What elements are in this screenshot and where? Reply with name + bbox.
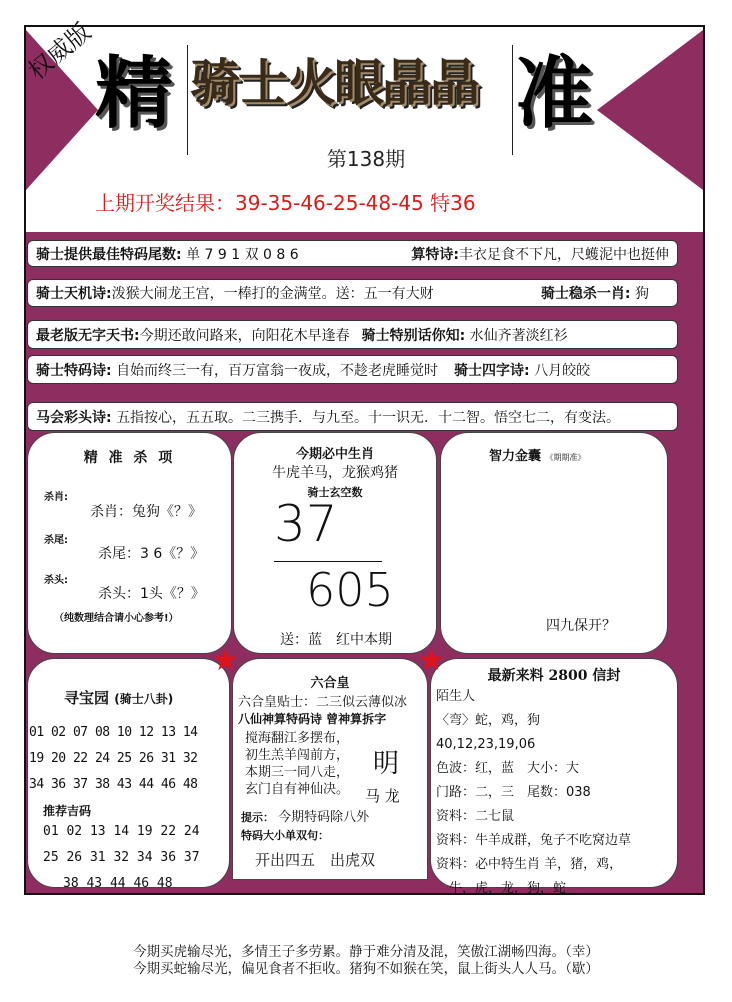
number-row: 19 20 22 24 25 26 31 32: [29, 751, 198, 766]
row-label: 最老版无字天书:: [36, 327, 140, 344]
footer-line: 今期买虎输尽光，多情王子多劳累。静于难分清及混，笑傲江湖畅四海。（幸）: [133, 944, 599, 960]
split-char: 明: [373, 749, 400, 779]
panel-title: 最新来料 2800 信封: [487, 668, 621, 684]
split-char-result: 马 龙: [365, 787, 400, 805]
latest-lines: [436, 685, 677, 901]
latest-line: 40,12,23,19,06: [436, 737, 536, 752]
poem-line: 搅海翻江多摆布，: [245, 731, 350, 746]
panel-title: [64, 687, 229, 708]
recommended-list: [43, 819, 229, 897]
row-value: 丰衣足食不下凡，尺蠖泥中也挺伸: [459, 246, 669, 263]
row-right: [362, 325, 568, 345]
treasure-title: 寻宝园: [64, 689, 110, 707]
issue-number: 第138期: [326, 147, 406, 171]
size-value: 开出四五 出虎双: [255, 851, 376, 869]
kill-label: 杀尾:: [44, 535, 68, 546]
panel-title: [489, 445, 667, 464]
row-left: [36, 325, 350, 345]
row-label: 骑士稳杀一肖:: [540, 286, 631, 302]
poem-line: 玄门自有神仙决。: [245, 782, 350, 797]
poem-title: 八仙神算特码诗 曾神算拆字: [238, 712, 387, 726]
number-row: 38 43 44 46 48: [63, 876, 173, 891]
row-right: [411, 244, 669, 264]
cross-line: [274, 561, 382, 562]
footer-line: 今期买蛇输尽光，偏见食者不拒收。猪狗不如猴在笑，鼠上街头人人马。（歇）: [133, 961, 599, 977]
row-left: [36, 283, 434, 303]
row-label: 算特诗:: [411, 246, 459, 263]
liuhehuang-panel: [232, 658, 428, 880]
kill-label: 杀肖:: [44, 492, 68, 503]
info-row: [27, 355, 678, 384]
row-left: [36, 360, 438, 380]
row-value: 五指按心，五五取。二三携手．与九至。十一识无．十二智。悟空七二，有变法。: [116, 409, 621, 426]
number-list: [29, 720, 229, 798]
row-value: 八月皎皎: [534, 362, 591, 379]
latest-line: 牛，虎，龙，狗，蛇: [436, 881, 567, 896]
wisdom-answer: 四九保开？: [546, 618, 616, 634]
zodiac-send: 送：蓝 红中本期: [280, 632, 392, 648]
divider: [187, 45, 188, 155]
number-row: 25 26 31 32 34 36 37: [43, 850, 200, 865]
zodiac-panel: [233, 432, 437, 654]
handwritten-number: 37: [274, 495, 338, 553]
latest-line: 门路：二，三 尾数：038: [436, 785, 591, 800]
row-value: 今期还敢问路来，向阳花木早逢春: [139, 327, 350, 344]
row-right: [454, 360, 590, 380]
row-label: 骑士提供最佳特码尾数:: [36, 246, 182, 263]
badge: 权威版: [23, 17, 97, 86]
row-label: 骑士特码诗:: [36, 362, 112, 379]
last-result: 上期开奖结果：39-35-46-25-48-45 特36: [95, 191, 476, 215]
poem-line: 初生羔羊闯前方，: [245, 748, 350, 763]
kill-label: 杀头:: [44, 575, 68, 586]
kill-value: 杀肖：兔狗《？》: [90, 504, 202, 520]
zodiac-sub: 骑士玄空数: [307, 486, 363, 499]
page-title: 骑士火眼晶晶: [190, 53, 478, 112]
latest-line: 资料：二七鼠: [436, 809, 515, 824]
kill-note: （纯数理结合请小心参考!）: [54, 613, 179, 624]
latest-line: 色波：红，蓝 大小：大: [436, 761, 580, 776]
recommended-title: 推荐吉码: [43, 804, 92, 818]
latest-line: 资料：牛羊成群，兔子不吃窝边草: [436, 833, 632, 848]
star-icon: ★: [418, 643, 445, 678]
hint-value: 今期特码除八外: [278, 810, 370, 825]
poem-line: 本期三一同八走，: [245, 765, 350, 780]
panel-subtitle: 《期期准》: [545, 453, 586, 462]
kill-value: 杀头：1头《？》: [98, 586, 205, 602]
info-row: [27, 279, 678, 307]
kill-panel: [27, 432, 232, 654]
row-label: 骑士特别话你知:: [361, 327, 466, 344]
wisdom-title: 智力金囊: [489, 449, 542, 464]
latest-panel: [430, 658, 678, 896]
hint-label: 提示：: [241, 811, 274, 824]
panel-title: 今期必中生肖: [295, 447, 374, 462]
number-row: 01 02 13 14 19 22 24: [43, 824, 200, 839]
left-char: 精: [95, 48, 174, 139]
star-icon: ★: [212, 643, 239, 678]
number-row: 01 02 07 08 10 12 13 14: [29, 725, 198, 740]
zodiac-value: 牛虎羊马，龙猴鸡猪: [272, 465, 398, 481]
row-left: [36, 407, 620, 427]
latest-line: 陌生人: [436, 689, 476, 704]
panel-subtitle: (骑士八卦): [114, 692, 174, 706]
row-label: 骑士四字诗:: [454, 362, 530, 379]
divider: [512, 45, 513, 155]
treasure-panel: [27, 658, 230, 891]
handwritten-number: 605: [306, 563, 394, 617]
hint: [241, 806, 427, 825]
panel-title: 精 准 杀 项: [83, 450, 176, 466]
info-row: [27, 240, 678, 267]
row-label: 马会彩头诗:: [36, 409, 112, 426]
wisdom-panel: [440, 432, 668, 654]
right-char: 准: [515, 48, 594, 139]
row-value: 自始而终三一有，百万富翁一夜成，不趁老虎睡觉时: [116, 362, 439, 379]
row-left: [36, 244, 299, 264]
info-row: [27, 320, 678, 349]
footer-poem: [0, 944, 732, 978]
latest-line: 〈弯〉蛇，鸡，狗: [436, 713, 541, 728]
row-right: [541, 283, 649, 303]
size-label: 特码大小单双句：: [241, 829, 329, 842]
kill-value: 杀尾：3 6《？》: [98, 546, 205, 562]
panel-title: 六合皇: [310, 676, 350, 691]
row-label: 骑士天机诗:: [36, 286, 112, 302]
lhh-tip: 六合皇贴士：二三似云薄似冰: [238, 695, 408, 710]
number-row: 34 36 37 38 43 44 46 48: [29, 777, 198, 792]
latest-line: 资料：必中特生肖 羊，猪，鸡，: [436, 857, 623, 872]
row-value: 单 7 9 1 双 0 8 6: [186, 246, 299, 263]
row-value: 狗: [635, 286, 649, 302]
row-value: 水仙齐著淡红衫: [469, 327, 568, 344]
info-row: [27, 402, 678, 431]
row-value: 泼猴大闹龙王宫，一棒打的金满堂。送：五一有大财: [111, 286, 434, 302]
